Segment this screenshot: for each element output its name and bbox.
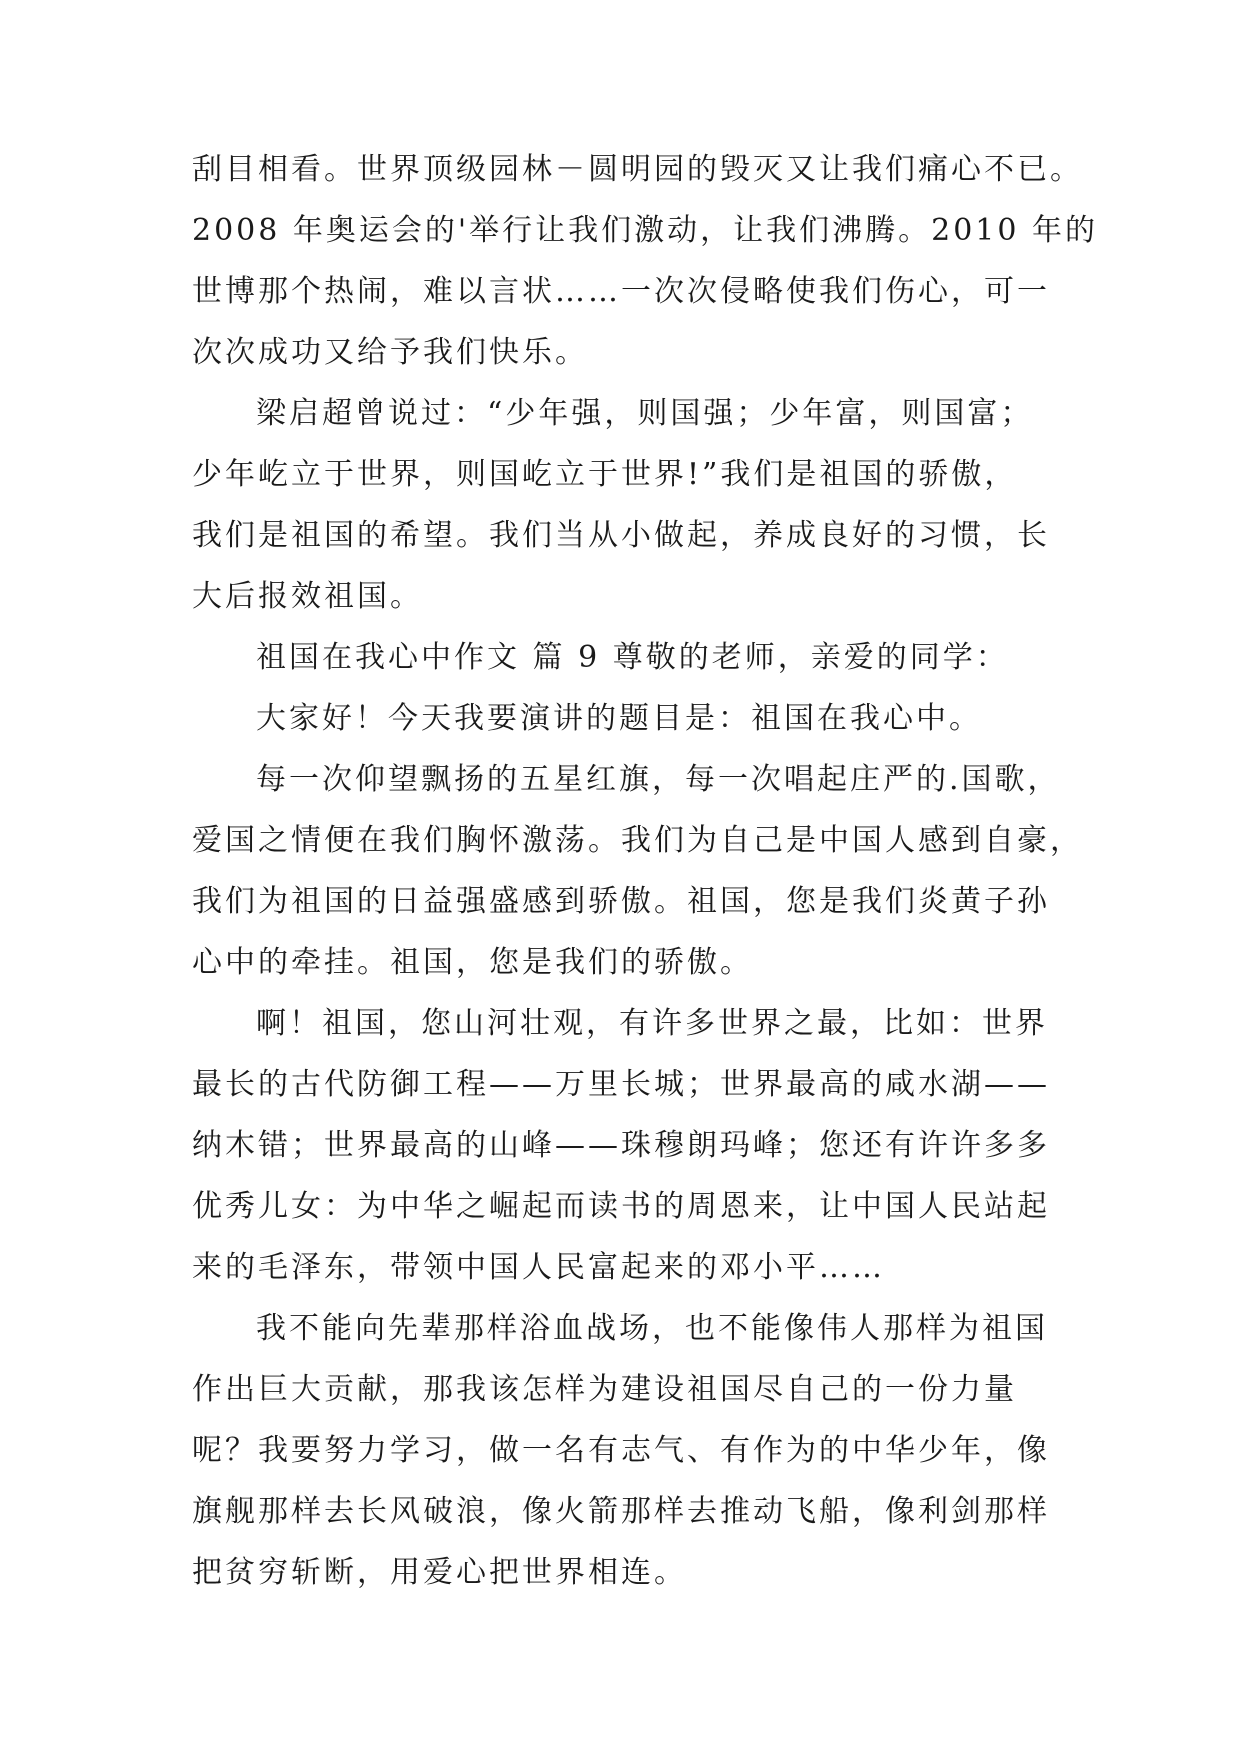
paragraph-first-line: 啊！祖国，您山河壮观，有许多世界之最，比如：世界 <box>256 1006 1048 1041</box>
text-line: 把贫穷斩断，用爱心把世界相连。 <box>192 1555 687 1590</box>
text-line: 世博那个热闹，难以言状……一次次侵略使我们伤心，可一 <box>192 274 1050 309</box>
paragraph-first-line: 我不能向先辈那样浴血战场，也不能像伟人那样为祖国 <box>256 1311 1048 1346</box>
text-line: 2008 年奥运会的'举行让我们激动，让我们沸腾。2010 年的 <box>192 213 1099 248</box>
text-line: 最长的古代防御工程——万里长城；世界最高的咸水湖—— <box>192 1067 1050 1102</box>
text-line: 旗舰那样去长风破浪，像火箭那样去推动飞船，像利剑那样 <box>192 1494 1050 1529</box>
text-line: 刮目相看。世界顶级园林－圆明园的毁灭又让我们痛心不已。 <box>192 152 1083 187</box>
text-line: 心中的牵挂。祖国，您是我们的骄傲。 <box>192 945 753 980</box>
text-line: 少年屹立于世界，则国屹立于世界!”我们是祖国的骄傲， <box>192 457 1018 492</box>
section-heading: 祖国在我心中作文 篇 9 尊敬的老师，亲爱的同学： <box>256 640 1009 675</box>
paragraph-first-line: 每一次仰望飘扬的五星红旗，每一次唱起庄严的.国歌， <box>256 762 1061 797</box>
text-line: 作出巨大贡献，那我该怎样为建设祖国尽自己的一份力量 <box>192 1372 1017 1407</box>
paragraph-first-line: 梁启超曾说过：“少年强，则国强；少年富，则国富； <box>256 396 1034 431</box>
text-line: 次次成功又给予我们快乐。 <box>192 335 588 370</box>
text-line: 爱国之情便在我们胸怀激荡。我们为自己是中国人感到自豪， <box>192 823 1083 858</box>
text-line: 来的毛泽东，带领中国人民富起来的邓小平…… <box>192 1250 885 1285</box>
text-line: 我们是祖国的希望。我们当从小做起，养成良好的习惯，长 <box>192 518 1050 553</box>
text-line: 我们为祖国的日益强盛感到骄傲。祖国，您是我们炎黄子孙 <box>192 884 1050 919</box>
text-line: 优秀儿女：为中华之崛起而读书的周恩来，让中国人民站起 <box>192 1189 1050 1224</box>
text-line: 大后报效祖国。 <box>192 579 423 614</box>
text-line: 纳木错；世界最高的山峰——珠穆朗玛峰；您还有许许多多 <box>192 1128 1050 1163</box>
text-line: 呢？我要努力学习，做一名有志气、有作为的中华少年，像 <box>192 1433 1050 1468</box>
paragraph-first-line: 大家好！今天我要演讲的题目是：祖国在我心中。 <box>256 701 982 736</box>
